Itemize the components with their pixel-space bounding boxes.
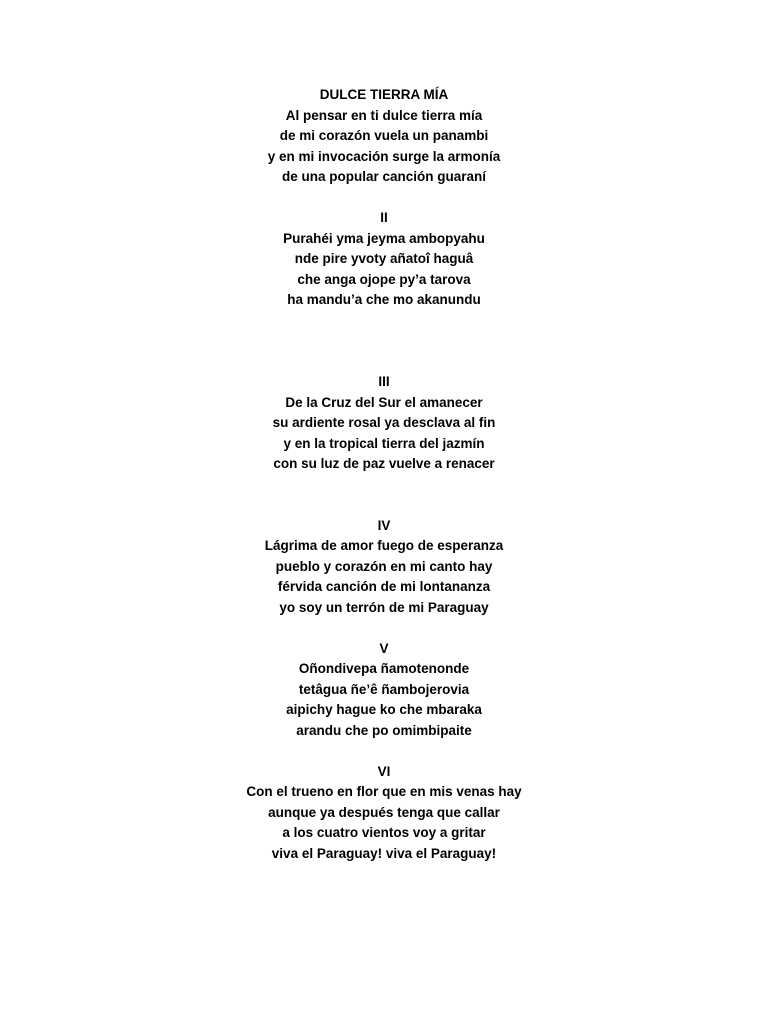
stanza-4-line-3: férvida canción de mi lontananza <box>277 579 491 594</box>
stanza-1-line-1: Al pensar en ti dulce tierra mía <box>285 107 483 123</box>
stanza-3-line-2: su ardiente rosal ya desclava al fin <box>272 415 496 430</box>
stanza-spacer <box>0 618 768 639</box>
stanza-2 <box>0 208 768 311</box>
stanza-3-line-1: De la Cruz del Sur el amanecer <box>285 394 483 410</box>
poem-title: DULCE TIERRA MÍA <box>319 87 449 102</box>
stanza-2-line-2: nde pire yvoty añatoî haguâ <box>294 251 474 266</box>
stanza-4-line-4: yo soy un terrón de mi Paraguay <box>279 599 489 615</box>
stanza-5-line-3: aipichy hague ko che mbaraka <box>286 702 482 717</box>
stanza-2-line-3: che anga ojope py’a tarova <box>297 271 471 287</box>
stanza-1 <box>0 85 768 188</box>
stanza-6-line-2: aunque ya después tenga que callar <box>268 804 500 820</box>
stanza-spacer <box>0 475 768 516</box>
stanza-1-line-4: de una popular canción guaraní <box>281 169 487 184</box>
stanza-spacer <box>0 188 768 209</box>
stanza-5-heading: V <box>379 640 389 656</box>
stanza-3-line-3: y en la tropical tierra del jazmín <box>283 435 485 451</box>
stanza-1-line-2: de mi corazón vuela un panambi <box>279 128 489 143</box>
stanza-2-heading: II <box>380 210 388 225</box>
stanza-3-heading: III <box>378 374 390 389</box>
stanza-6-line-3: a los cuatro vientos voy a gritar <box>282 825 486 840</box>
stanza-6 <box>0 762 768 865</box>
poem <box>0 85 768 864</box>
stanza-2-line-1: Purahéi yma jeyma ambopyahu <box>283 230 485 246</box>
stanza-3-line-4: con su luz de paz vuelve a renacer <box>273 456 495 471</box>
stanza-5-line-2: tetâgua ñe’ê ñambojerovia <box>298 681 470 697</box>
stanza-2-line-4: ha mandu’a che mo akanundu <box>287 292 481 307</box>
stanza-4-line-2: pueblo y corazón en mi canto hay <box>275 558 493 574</box>
stanza-spacer <box>0 741 768 762</box>
stanza-4-heading: IV <box>377 517 391 533</box>
stanza-6-line-1: Con el trueno en flor que en mis venas hay <box>246 784 522 799</box>
stanza-3 <box>0 372 768 475</box>
stanza-4 <box>0 516 768 619</box>
stanza-6-heading: VI <box>377 763 391 779</box>
stanza-4-line-1: Lágrima de amor fuego de esperanza <box>264 538 504 553</box>
stanza-5-line-4: arandu che po omimbipaite <box>296 722 472 738</box>
stanza-5-line-1: Oñondivepa ñamotenonde <box>298 661 470 676</box>
stanza-spacer <box>0 311 768 373</box>
stanza-1-line-3: y en mi invocación surge la armonía <box>267 148 501 164</box>
stanza-5 <box>0 639 768 742</box>
stanza-6-line-4: viva el Paraguay! viva el Paraguay! <box>271 845 497 861</box>
